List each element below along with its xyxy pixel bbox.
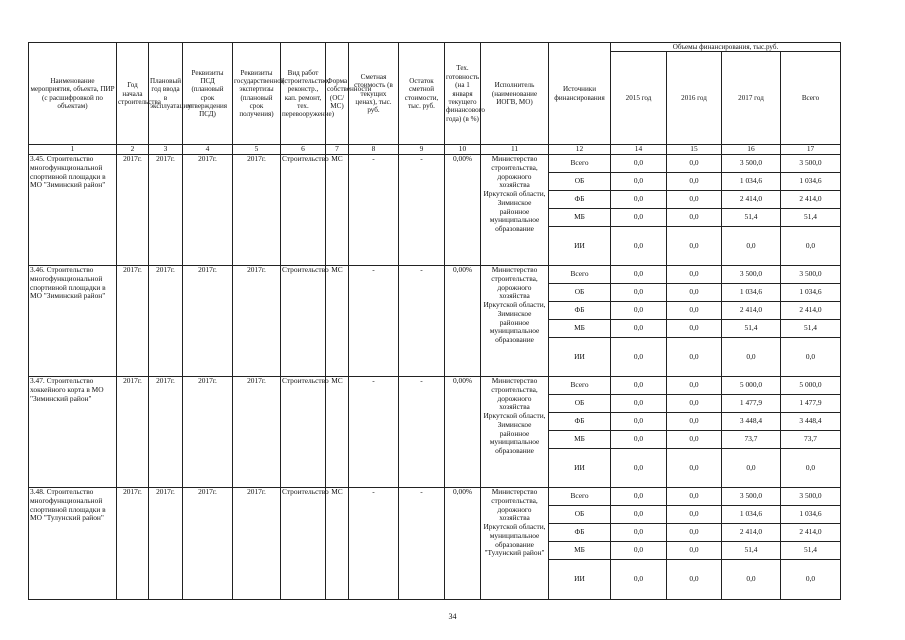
value-2015: 0,0 [611, 338, 667, 377]
value-total: 1 034,6 [781, 506, 841, 524]
value-total: 0,0 [781, 227, 841, 266]
value-2017: 2 414,0 [722, 302, 781, 320]
column-number: 8 [349, 145, 399, 155]
object-name: 3.45. Строительство многофункциональной спортивной площадки в МО "Зиминский район" [29, 155, 117, 266]
value-2015: 0,0 [611, 173, 667, 191]
value-2017: 2 414,0 [722, 524, 781, 542]
funding-source: ФБ [549, 191, 611, 209]
start-year: 2017г. [117, 266, 149, 377]
value-2017: 3 500,0 [722, 488, 781, 506]
value-2017: 1 034,6 [722, 506, 781, 524]
column-number: 2 [117, 145, 149, 155]
value-total: 0,0 [781, 449, 841, 488]
header-estimated-cost: Сметная стоимость (в текущих ценах), тыс. руб. [349, 43, 399, 145]
value-2016: 0,0 [667, 284, 722, 302]
value-total: 3 500,0 [781, 488, 841, 506]
value-2017: 51,4 [722, 320, 781, 338]
value-total: 1 034,6 [781, 284, 841, 302]
value-2015: 0,0 [611, 284, 667, 302]
value-2015: 0,0 [611, 431, 667, 449]
column-number: 1 [29, 145, 117, 155]
column-number: 12 [549, 145, 611, 155]
value-total: 5 000,0 [781, 377, 841, 395]
funding-source: МБ [549, 542, 611, 560]
financing-table [28, 42, 841, 600]
value-2016: 0,0 [667, 395, 722, 413]
start-year: 2017г. [117, 155, 149, 266]
value-2017: 51,4 [722, 542, 781, 560]
object-name: 3.48. Строительство многофункциональной спортивной площадки в МО "Тулунский район" [29, 488, 117, 600]
value-total: 51,4 [781, 209, 841, 227]
value-2015: 0,0 [611, 524, 667, 542]
value-2016: 0,0 [667, 302, 722, 320]
value-2015: 0,0 [611, 266, 667, 284]
value-2016: 0,0 [667, 227, 722, 266]
value-2017: 3 448,4 [722, 413, 781, 431]
commission-year: 2017г. [149, 488, 183, 600]
commission-year: 2017г. [149, 377, 183, 488]
value-2016: 0,0 [667, 191, 722, 209]
value-total: 2 414,0 [781, 191, 841, 209]
value-total: 1 034,6 [781, 173, 841, 191]
work-type: Строительство [281, 377, 326, 488]
remaining-cost: - [399, 488, 445, 600]
funding-source: МБ [549, 209, 611, 227]
psd-date: 2017г. [183, 488, 233, 600]
estimated-cost: - [349, 266, 399, 377]
value-2015: 0,0 [611, 506, 667, 524]
expertise-date: 2017г. [233, 155, 281, 266]
funding-source: Всего [549, 488, 611, 506]
value-total: 51,4 [781, 542, 841, 560]
header-object-name: Наименование мероприятия, объекта, ПИР (с расшифровкой по объектам) [29, 43, 117, 145]
readiness: 0,00% [445, 488, 481, 600]
value-2016: 0,0 [667, 266, 722, 284]
value-2017: 1 477,9 [722, 395, 781, 413]
column-number: 4 [183, 145, 233, 155]
commission-year: 2017г. [149, 266, 183, 377]
readiness: 0,00% [445, 266, 481, 377]
funding-source: ФБ [549, 302, 611, 320]
value-total: 2 414,0 [781, 302, 841, 320]
value-2015: 0,0 [611, 395, 667, 413]
value-2016: 0,0 [667, 560, 722, 600]
expertise-date: 2017г. [233, 377, 281, 488]
table-body [29, 155, 841, 600]
page-number: 34 [448, 612, 457, 621]
funding-source: Всего [549, 266, 611, 284]
value-2017: 1 034,6 [722, 284, 781, 302]
ownership: МС [326, 266, 349, 377]
header-ownership: Форма собственности (ОС/МС) [326, 43, 349, 145]
psd-date: 2017г. [183, 155, 233, 266]
value-2017: 0,0 [722, 560, 781, 600]
header-year-2017: 2017 год [722, 52, 781, 145]
value-2016: 0,0 [667, 377, 722, 395]
table-row [29, 377, 841, 395]
value-2017: 0,0 [722, 338, 781, 377]
value-2016: 0,0 [667, 506, 722, 524]
value-total: 51,4 [781, 320, 841, 338]
remaining-cost: - [399, 155, 445, 266]
value-total: 3 448,4 [781, 413, 841, 431]
column-number: 5 [233, 145, 281, 155]
value-2015: 0,0 [611, 377, 667, 395]
funding-source: Всего [549, 155, 611, 173]
funding-source: ИИ [549, 227, 611, 266]
readiness: 0,00% [445, 377, 481, 488]
value-2016: 0,0 [667, 413, 722, 431]
header-work-type: Вид работ (строительство, реконстр., кап. ремонт, тех. перевооружение) [281, 43, 326, 145]
funding-source: МБ [549, 431, 611, 449]
value-2015: 0,0 [611, 413, 667, 431]
value-2017: 0,0 [722, 449, 781, 488]
readiness: 0,00% [445, 155, 481, 266]
column-number: 16 [722, 145, 781, 155]
value-2016: 0,0 [667, 320, 722, 338]
executor: Министерство строительства, дорожного хозяйства Иркутской области, Зиминское районное муниципальное образование [481, 377, 549, 488]
estimated-cost: - [349, 155, 399, 266]
value-total: 0,0 [781, 338, 841, 377]
value-2015: 0,0 [611, 488, 667, 506]
table-row [29, 266, 841, 284]
column-numbers-row [29, 145, 841, 155]
value-2017: 3 500,0 [722, 155, 781, 173]
object-name: 3.47. Строительство хоккейного корта в МО "Зиминский район" [29, 377, 117, 488]
value-2017: 73,7 [722, 431, 781, 449]
value-2017: 2 414,0 [722, 191, 781, 209]
table-row [29, 488, 841, 506]
expertise-date: 2017г. [233, 266, 281, 377]
remaining-cost: - [399, 266, 445, 377]
value-2016: 0,0 [667, 431, 722, 449]
value-2017: 0,0 [722, 227, 781, 266]
work-type: Строительство [281, 155, 326, 266]
value-2016: 0,0 [667, 338, 722, 377]
column-number: 15 [667, 145, 722, 155]
header-financing-group: Объемы финансирования, тыс.руб. [611, 43, 841, 52]
value-2017: 5 000,0 [722, 377, 781, 395]
header-readiness: Тех. готовность (на 1 января текущего финансового года) (в %) [445, 43, 481, 145]
header-commission-year: Плановый год ввода в эксплуатацию [149, 43, 183, 145]
table-row [29, 155, 841, 173]
funding-source: Всего [549, 377, 611, 395]
commission-year: 2017г. [149, 155, 183, 266]
header-executor: Исполнитель (наименование ИОГВ, МО) [481, 43, 549, 145]
value-2016: 0,0 [667, 488, 722, 506]
value-2016: 0,0 [667, 449, 722, 488]
value-2016: 0,0 [667, 524, 722, 542]
value-2015: 0,0 [611, 209, 667, 227]
expertise-date: 2017г. [233, 488, 281, 600]
funding-source: ОБ [549, 284, 611, 302]
column-number: 6 [281, 145, 326, 155]
executor: Министерство строительства, дорожного хозяйства Иркутской области, муниципальное образование "Тулунский район" [481, 488, 549, 600]
header-funding-source: Источники финансирования [549, 43, 611, 145]
value-2017: 3 500,0 [722, 266, 781, 284]
table-header [29, 43, 841, 155]
column-number: 3 [149, 145, 183, 155]
estimated-cost: - [349, 377, 399, 488]
object-name: 3.46. Строительство многофункциональной спортивной площадки в МО "Зиминский район" [29, 266, 117, 377]
header-year-2016: 2016 год [667, 52, 722, 145]
value-2015: 0,0 [611, 542, 667, 560]
funding-source: ОБ [549, 173, 611, 191]
executor: Министерство строительства, дорожного хозяйства Иркутской области, Зиминское районное муниципальное образование [481, 155, 549, 266]
value-total: 3 500,0 [781, 155, 841, 173]
value-2015: 0,0 [611, 560, 667, 600]
funding-source: ИИ [549, 449, 611, 488]
estimated-cost: - [349, 488, 399, 600]
funding-source: ИИ [549, 560, 611, 600]
header-remaining-cost: Остаток сметной стоимости, тыс. руб. [399, 43, 445, 145]
value-2015: 0,0 [611, 320, 667, 338]
value-2016: 0,0 [667, 209, 722, 227]
start-year: 2017г. [117, 377, 149, 488]
value-2016: 0,0 [667, 155, 722, 173]
start-year: 2017г. [117, 488, 149, 600]
value-2015: 0,0 [611, 155, 667, 173]
header-start-year: Год начала строительства [117, 43, 149, 145]
value-total: 73,7 [781, 431, 841, 449]
funding-source: ОБ [549, 506, 611, 524]
header-expertise: Реквизиты государственной экспертизы (плановый срок получения) [233, 43, 281, 145]
column-number: 11 [481, 145, 549, 155]
ownership: МС [326, 488, 349, 600]
work-type: Строительство [281, 488, 326, 600]
work-type: Строительство [281, 266, 326, 377]
value-2015: 0,0 [611, 302, 667, 320]
funding-source: МБ [549, 320, 611, 338]
header-total: Всего [781, 52, 841, 145]
value-2015: 0,0 [611, 449, 667, 488]
ownership: МС [326, 377, 349, 488]
value-2016: 0,0 [667, 542, 722, 560]
funding-source: ФБ [549, 524, 611, 542]
remaining-cost: - [399, 377, 445, 488]
header-year-2015: 2015 год [611, 52, 667, 145]
value-total: 0,0 [781, 560, 841, 600]
value-2017: 1 034,6 [722, 173, 781, 191]
value-total: 2 414,0 [781, 524, 841, 542]
psd-date: 2017г. [183, 266, 233, 377]
column-number: 9 [399, 145, 445, 155]
column-number: 14 [611, 145, 667, 155]
ownership: МС [326, 155, 349, 266]
column-number: 17 [781, 145, 841, 155]
executor: Министерство строительства, дорожного хозяйства Иркутской области, Зиминское районное муниципальное образование [481, 266, 549, 377]
psd-date: 2017г. [183, 377, 233, 488]
value-2017: 51,4 [722, 209, 781, 227]
funding-source: ОБ [549, 395, 611, 413]
column-number: 10 [445, 145, 481, 155]
value-2015: 0,0 [611, 191, 667, 209]
value-2016: 0,0 [667, 173, 722, 191]
funding-source: ФБ [549, 413, 611, 431]
value-total: 3 500,0 [781, 266, 841, 284]
value-2015: 0,0 [611, 227, 667, 266]
funding-source: ИИ [549, 338, 611, 377]
value-total: 1 477,9 [781, 395, 841, 413]
header-psd: Реквизиты ПСД (плановый срок утверждения ПСД) [183, 43, 233, 145]
column-number: 7 [326, 145, 349, 155]
